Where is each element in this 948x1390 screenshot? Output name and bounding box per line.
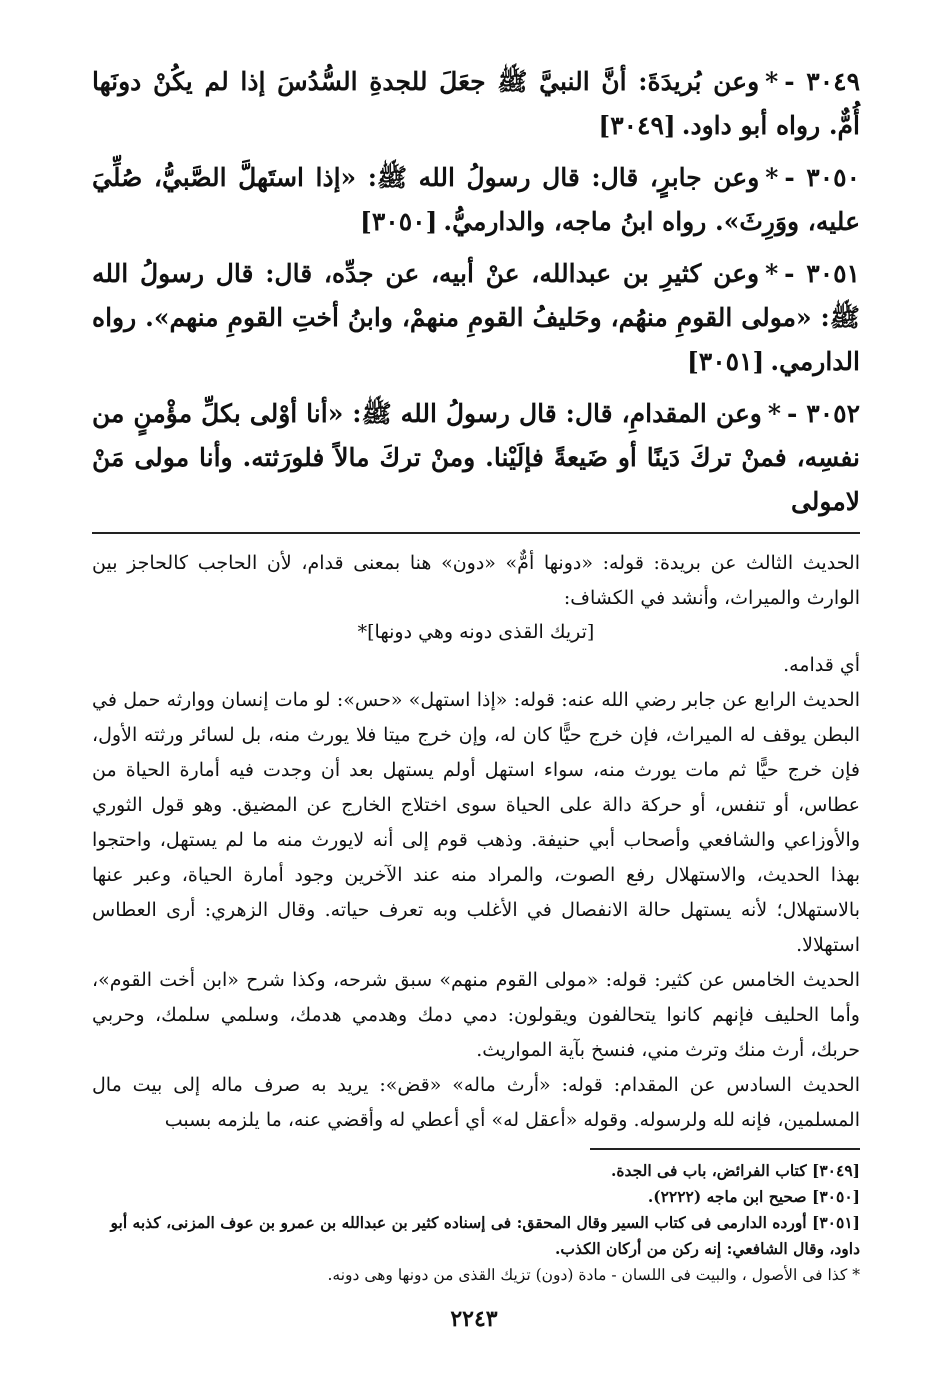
footnote-divider (590, 1148, 860, 1150)
commentary-paragraph-3-end: أي قدامه. (783, 654, 860, 676)
footnote-verse-note: * كذا فى الأصول ، والبيت فى اللسان - مادة (دون) تزيك القذى من دونها وهى دونه. (327, 1266, 860, 1284)
commentary-section (92, 546, 860, 1138)
star-marker: * (765, 67, 779, 96)
footnote-3051: [٣٠٥١] أورده الدارمى فى كتاب السير وقال المحقق: فى إسناده كثير بن عبدالله بن عمرو بن عوف المزنى، كذبه أبو داود، وقال الشافعي: إنه ركن من أركان الكذب. (110, 1213, 860, 1258)
commentary-paragraph-6: الحديث السادس عن المقدام: قوله: «أرث ماله» «قض»: يريد به صرف ماله إلى بيت مال المسلمين، فإنه لله ولرسوله. وقوله «أعقل له» أي أعطي له وأقضي عنه، ما يلزمه بسبب (92, 1074, 860, 1131)
hadith-reference: [٣٠٤٩] (598, 111, 676, 140)
hadith-text: وعن المقدامِ، قال: قال رسولُ الله ﷺ: «أنا أوْلى بكلِّ مؤْمنٍ من نفسِه، فمنْ تركَ دَينًا أو ضَيعةً فإلَيْنا. ومنْ تركَ مالاً فلورَثته. وأنا مولى مَنْ لامولى (92, 399, 860, 516)
star-marker: * (765, 259, 779, 288)
hadith-number: ٣٠٥٢ - (786, 399, 860, 428)
hadith-3052 (92, 392, 860, 524)
commentary-paragraph-3: الحديث الثالث عن بريدة: قوله: «دونها أمٌّ» «دون» هنا بمعنى قدام، لأن الحاجب كالحاجز بين الوارث والميراث، وأنشد في الكشاف: (92, 552, 860, 609)
hadith-number: ٣٠٥١ - (784, 259, 860, 288)
star-marker: * (767, 399, 781, 428)
star-marker: * (765, 163, 779, 192)
hadith-reference: [٣٠٥٠] (360, 207, 438, 236)
hadith-3051 (92, 252, 860, 384)
hadith-reference: [٣٠٥١] (686, 347, 765, 376)
hadith-number: ٣٠٤٩ - (784, 67, 860, 96)
hadith-number: ٣٠٥٠ - (784, 163, 860, 192)
section-divider (92, 532, 860, 534)
hadith-3050 (92, 156, 860, 244)
hadith-text: وعن كثيرِ بن عبدالله، عنْ أبيه، عن جدِّه، قال: قال رسولُ الله ﷺ: «مولى القومِ منهُم، وحَليفُ القومِ منهمْ، وابنُ أختِ القومِ منهم». رواه الدارمي. (92, 259, 860, 376)
hadith-text: وعن بُريدَةَ: أنَّ النبيَّ ﷺ جعَلَ للجدةِ السُّدُسَ إذا لم يكُنْ دونَها أُمٌّ. رواه أبو داود. (92, 67, 860, 140)
hadith-section (92, 60, 860, 524)
hadith-3049 (92, 60, 860, 148)
footnotes-section (92, 1158, 860, 1288)
poetry-verse: [تريك القذى دونه وهي دونها]* (357, 621, 595, 643)
commentary-paragraph-4: الحديث الرابع عن جابر رضي الله عنه: قوله: «إذا استهل» «حس»: لو مات إنسان ووارثه حمل في البطن يوقف له الميراث، فإن خرج حيًّا كان له، وإن خرج ميتا فلا يورث منه، بل لسائر ورثته الأول، فإن خرج حيًّا ثم مات يورث منه، سواء استهل أولم يستهل بعد أن وجدت فيه أمارة الحياة من عطاس، أو تنفس، أو حركة دالة على الحياة سوى اختلاج الخارج عن المضيق. وهو قول الثوري والأوزاعي والشافعي وأصحاب أبي حنيفة. وذهب قوم إلى أنه لايورث منه ما لم يستهل، واحتجوا بهذا الحديث، والاستهلال رفع الصوت، والمراد منه عند الآخرين وجود أمارة الحياة، وعبر عنها بالاستهلال؛ لأنه يستهل حالة الانفصال في الأغلب وبه تعرف حياته. وقال الزهري: أرى العطاس استهلالا. (92, 689, 860, 956)
commentary-paragraph-5: الحديث الخامس عن كثير: قوله: «مولى القوم منهم» سبق شرحه، وكذا شرح «ابن أخت القوم»، وأما الحليف فإنهم كانوا يتحالفون ويقولون: دمي دمك وهدمي هدمك، وسلمي سلمك، وحربي حربك، أرث منك وترث مني، فنسخ بآية المواريث. (92, 969, 860, 1061)
footnote-3049: [٣٠٤٩] كتاب الفرائض، باب فى الجدة. (610, 1161, 860, 1180)
page-number: ٢٢٤٣ (450, 1306, 498, 1332)
footnote-3050: [٣٠٥٠] صحيح ابن ماجه (٢٢٢٢). (647, 1187, 860, 1206)
hadith-text: وعن جابرٍ، قال: قال رسولُ الله ﷺ: «إذا استَهلَّ الصَّبيُّ، صُلِّيَ عليه، ووَرِثَ». رواه ابنُ ماجه، والدارميُّ. (92, 163, 860, 236)
